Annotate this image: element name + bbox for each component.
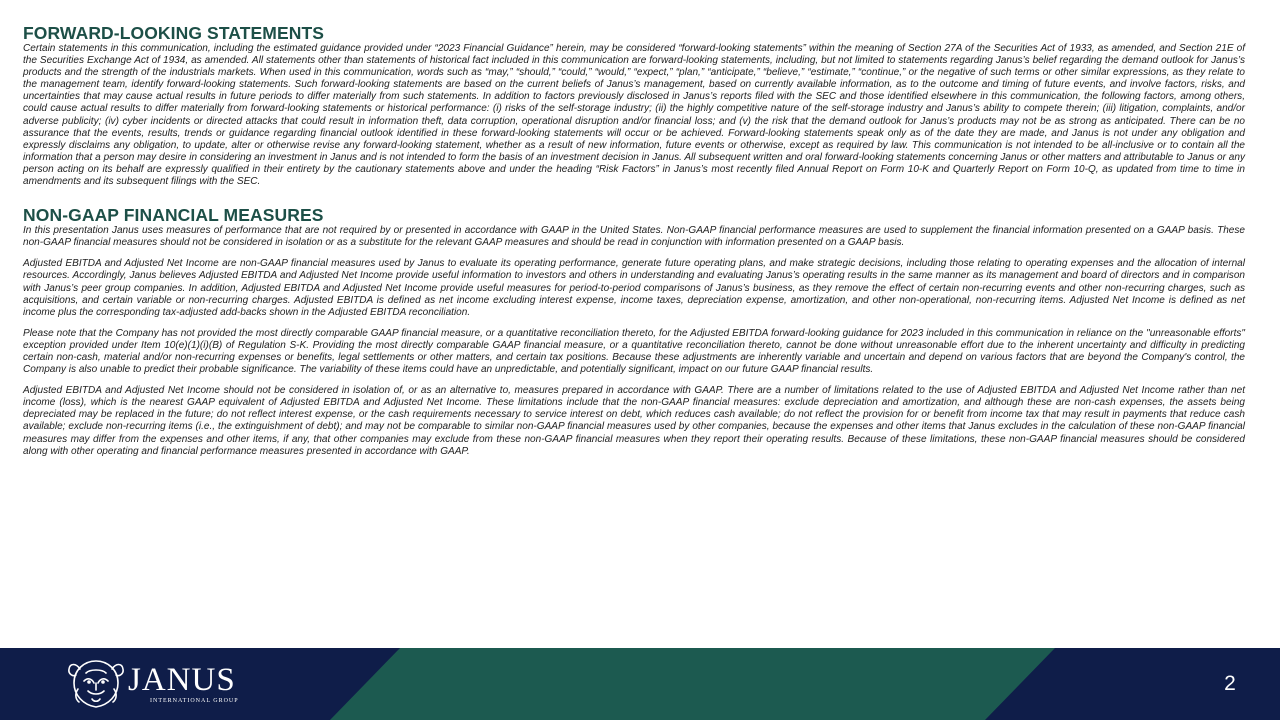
section-heading-non-gaap: NON-GAAP FINANCIAL MEASURES [23, 205, 324, 226]
page-content [23, 24, 1245, 458]
logo-subtitle: INTERNATIONAL GROUP [150, 698, 239, 704]
non-gaap-paragraph-3: Please note that the Company has not provided the most directly comparable GAAP financial measure, or a quantitative reconciliation thereto, for the Adjusted EBITDA forward-looking guidance for 2023 included in this communication in reliance on the "unreasonable efforts" exception provided under Item 10(e)(1)(i)(B) of Regulation S-K. Providing the most directly comparable GAAP financial measure, or a quantitative reconciliation thereto, cannot be done without unreasonable effort due to the inherent uncertainty and difficulty in predicting certain non-cash, material and/or non-recurring expenses or benefits, legal settlements or other matters, and certain tax positions. Because these adjustments are inherently variable and uncertain and depend on various factors that are beyond the Company's control, the Company is also unable to predict their probable significance. The variability of these items could have an unpredictable, and potentially significant, impact on our future GAAP financial results. [23, 327, 1245, 376]
non-gaap-paragraph-1: In this presentation Janus uses measures of performance that are not required by or presented in accordance with GAAP in the United States. Non-GAAP financial performance measures are used to supplement the financial information presented on a GAAP basis. These non-GAAP financial measures should not be considered in isolation or as a substitute for the relevant GAAP measures and should be read in conjunction with information presented on a GAAP basis. [23, 225, 1245, 249]
non-gaap-paragraph-2: Adjusted EBITDA and Adjusted Net Income are non-GAAP financial measures used by Janus to evaluate its operating performance, generate future operating plans, and make strategic decisions, including those relating to operating expenses and the allocation of internal resources. Accordingly, Janus believes Adjusted EBITDA and Adjusted Net Income provide useful information to investors and others in understanding and evaluating Janus’s operating results in the same manner as its management and board of directors and in comparison with Janus’s peer group companies. In addition, Adjusted EBITDA and Adjusted Net Income provide useful measures for period-to-period comparisons of Janus’s business, as they remove the effect of certain non-recurring events and other non-recurring charges, such as acquisitions, and certain variable or non-recurring charges. Adjusted EBITDA is defined as net income excluding interest expense, income taxes, depreciation expense, amortization, and other non-operational, non-recurring items. Adjusted Net Income is defined as net income plus the corresponding tax-adjusted add-backs shown in the Adjusted EBITDA reconciliation. [23, 258, 1245, 318]
section-heading-forward-looking: FORWARD-LOOKING STATEMENTS [23, 23, 325, 43]
page-number: 2 [1224, 672, 1236, 695]
lion-crest-icon [66, 655, 126, 713]
logo-wordmark: JANUS [128, 662, 236, 698]
janus-logo [66, 655, 266, 713]
non-gaap-paragraph-4: Adjusted EBITDA and Adjusted Net Income should not be considered in isolation of, or as an alternative to, measures prepared in accordance with GAAP. There are a number of limitations related to the use of Adjusted EBITDA and Adjusted Net Income rather than net income (loss), which is the nearest GAAP equivalent of Adjusted EBITDA and Adjusted Net Income. These limitations include that the non-GAAP financial measures: exclude depreciation and amortization, and although these are non-cash expenses, the assets being depreciated may be replaced in the future; do not reflect interest expense, or the cash requirements necessary to service interest on debt, which reduces cash available; do not reflect the provision for or benefit from income tax that may result in payments that reduce cash available; exclude non-recurring items (i.e., the extinguishment of debt); and may not be comparable to similar non-GAAP financial measures used by other companies, because the expenses and other items that Janus excludes in the calculation of these non-GAAP financial measures may differ from the expenses and other items, if any, that other companies may exclude from these non-GAAP financial measures when they report their operating results. Because of these limitations, these non-GAAP financial measures should be considered along with other operating and financial performance measures presented in accordance with GAAP. [23, 385, 1245, 457]
forward-looking-paragraph: Certain statements in this communication, including the estimated guidance provided under “2023 Financial Guidance” herein, may be considered “forward-looking statements” within the meaning of Section 27A of the Securities Act of 1933, as amended, and Section 21E of the Securities Exchange Act of 1934, as amended. All statements other than statements of historical fact included in this communication are forward-looking statements, including, but not limited to statements regarding Janus’s belief regarding the demand outlook for Janus’s products and the strength of the industrials markets. When used in this communication, words such as “may,” “should,” “could,” “would,” “expect,” “plan,” “anticipate,” “believe,” “estimate,” “continue,” or the negative of such terms or other similar expressions, as they relate to the management team, identify forward-looking statements. Such forward-looking statements are based on the current beliefs of Janus’s management, based on currently available information, as to the outcome and timing of future events, and involve factors, risks, and uncertainties that may cause actual results in future periods to differ materially from such statements. In addition to factors previously disclosed in Janus’s reports filed with the SEC and those identified elsewhere in this communication, the following factors, among others, could cause actual results to differ materially from forward-looking statements or historical performance: (i) risks of the self-storage industry; (ii) the highly competitive nature of the self-storage industry and Janus’s ability to compete therein; (iii) litigation, complaints, and/or adverse publicity; (iv) cyber incidents or directed attacks that could result in information theft, data corruption, operational disruption and/or financial loss; and (v) the risk that the demand outlook for Janus’s products may not be as strong as anticipated. There can be no assurance that the events, results, trends or guidance regarding financial outlook identified in these forward-looking statements will occur or be achieved. Forward-looking statements speak only as of the date they are made, and Janus is not under any obligation and expressly disclaims any obligation, to update, alter or otherwise revise any forward-looking statement, whether as a result of new information, future events or otherwise, except as required by law. This communication is not intended to be all-inclusive or to contain all the information that a person may desire in considering an investment in Janus and is not intended to form the basis of an investment decision in Janus. All subsequent written and oral forward-looking statements concerning Janus or other matters and attributable to Janus or any person acting on its behalf are expressly qualified in their entirety by the cautionary statements above and under the heading “Risk Factors” in Janus’s most recently filed Annual Report on Form 10-K and Quarterly Report on Form 10-Q, as updated from time to time in amendments and its subsequent filings with the SEC. [23, 43, 1245, 188]
